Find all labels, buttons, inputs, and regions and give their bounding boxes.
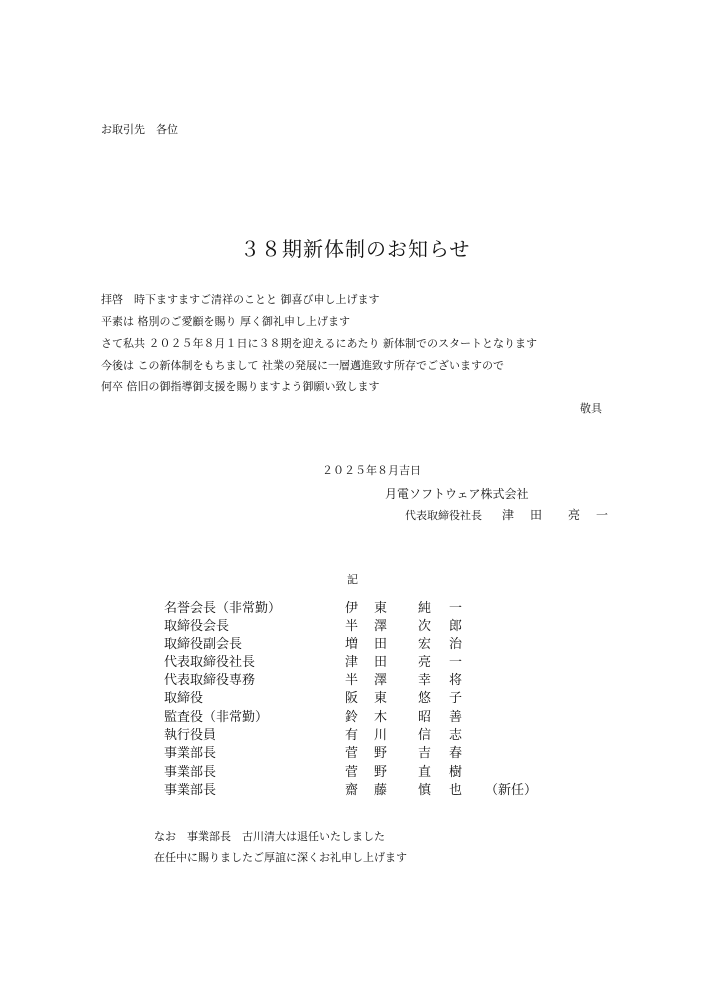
roster-position: 監査役（非常勤） xyxy=(164,710,269,725)
signer-position: 代表取締役社長 xyxy=(405,509,482,522)
roster-name-char: 野 xyxy=(374,746,388,761)
body-line: 今後は この新体制をもちまして 社業の発展に一層邁進致す所存でございますので xyxy=(101,359,504,372)
roster-position: 事業部長 xyxy=(164,746,217,761)
roster-position: 代表取締役専務 xyxy=(164,673,256,688)
roster-name-char: 也 xyxy=(449,783,463,798)
roster-name-char: 樹 xyxy=(449,765,463,780)
roster-name-char: 昭 xyxy=(418,710,432,725)
roster-name-char: 直 xyxy=(418,765,432,780)
roster-name-char: 菅 xyxy=(345,746,359,761)
roster-name-char: 菅 xyxy=(345,765,359,780)
roster-name-char: 宏 xyxy=(418,637,432,652)
roster-name-char: 木 xyxy=(374,710,388,725)
roster-name-char: 阪 xyxy=(345,691,359,706)
roster-position: 代表取締役社長 xyxy=(164,655,256,670)
roster-position: 名誉会長（非常勤） xyxy=(164,601,282,616)
roster-name-char: 幸 xyxy=(418,673,432,688)
body-line: 拝啓 時下ますますご清祥のことと 御喜び申し上げます xyxy=(101,293,380,306)
body-line: 何卒 倍旧の御指導御支援を賜りますよう御願い致します xyxy=(101,380,380,393)
page-title: ３８期新体制のお知らせ xyxy=(240,237,471,261)
company-name: 月電ソフトウェア株式会社 xyxy=(385,487,529,501)
roster-name-char: 郎 xyxy=(449,619,463,634)
footer-line: なお 事業部長 古川清大は退任いたしました xyxy=(154,830,385,843)
body-line: さて私共 ２０２５年８月１日に３８期を迎えるにあたり 新体制でのスタートとなります xyxy=(101,337,537,350)
roster-name-char: 澤 xyxy=(374,619,388,634)
roster-name-char: 田 xyxy=(374,655,388,670)
roster-name-char: 吉 xyxy=(418,746,432,761)
roster-name-char: 半 xyxy=(345,619,359,634)
roster-name-char: 有 xyxy=(345,728,359,743)
roster-name-char: 一 xyxy=(449,601,463,616)
roster-name-char: 齋 xyxy=(345,783,359,798)
roster-name-char: 伊 xyxy=(345,601,359,616)
roster-name-char: 将 xyxy=(449,673,463,688)
signer-name-char: 津 xyxy=(502,508,515,522)
roster-name-char: 慎 xyxy=(418,783,432,798)
roster-name-char: 亮 xyxy=(418,655,432,670)
roster-name-char: 鈴 xyxy=(345,710,359,725)
roster-name-char: 津 xyxy=(345,655,359,670)
roster-name-char: 治 xyxy=(449,637,463,652)
roster-name-char: 志 xyxy=(449,728,463,743)
addressee: お取引先 各位 xyxy=(101,123,178,136)
signer-name-char: 一 xyxy=(596,508,609,522)
signer-name-char: 亮 xyxy=(568,508,581,522)
roster-position: 事業部長 xyxy=(164,765,217,780)
roster-name-char: 田 xyxy=(374,637,388,652)
footer-line: 在任中に賜りましたご厚誼に深くお礼申し上げます xyxy=(154,851,407,864)
roster-position: 取締役副会長 xyxy=(164,637,243,652)
roster-name-char: 子 xyxy=(449,691,463,706)
roster-name-char: 善 xyxy=(449,710,463,725)
roster-name-char: 悠 xyxy=(418,691,432,706)
roster-name-char: 信 xyxy=(418,728,432,743)
roster-name-char: 東 xyxy=(374,601,388,616)
roster-name-char: 東 xyxy=(374,691,388,706)
roster-position: 事業部長 xyxy=(164,783,217,798)
roster-name-char: 次 xyxy=(418,619,432,634)
roster-name-char: 半 xyxy=(345,673,359,688)
roster-name-char: 藤 xyxy=(374,783,388,798)
roster-position: 執行役員 xyxy=(164,728,217,743)
ki-heading: 記 xyxy=(347,573,358,586)
roster-position: 取締役 xyxy=(164,691,204,706)
roster-position: 取締役会長 xyxy=(164,619,230,634)
roster-name-char: 野 xyxy=(374,765,388,780)
roster-note: （新任） xyxy=(485,783,538,798)
body-line: 平素は 格別のご愛顧を賜り 厚く御礼申し上げます xyxy=(101,315,350,328)
roster-name-char: 春 xyxy=(449,746,463,761)
signer-name-char: 田 xyxy=(530,508,543,522)
roster-name-char: 川 xyxy=(374,728,388,743)
roster-name-char: 純 xyxy=(418,601,432,616)
roster-name-char: 増 xyxy=(345,637,359,652)
roster-name-char: 一 xyxy=(449,655,463,670)
roster-name-char: 澤 xyxy=(374,673,388,688)
date: ２０２５年８月吉日 xyxy=(322,464,421,477)
closing: 敬具 xyxy=(580,402,602,415)
